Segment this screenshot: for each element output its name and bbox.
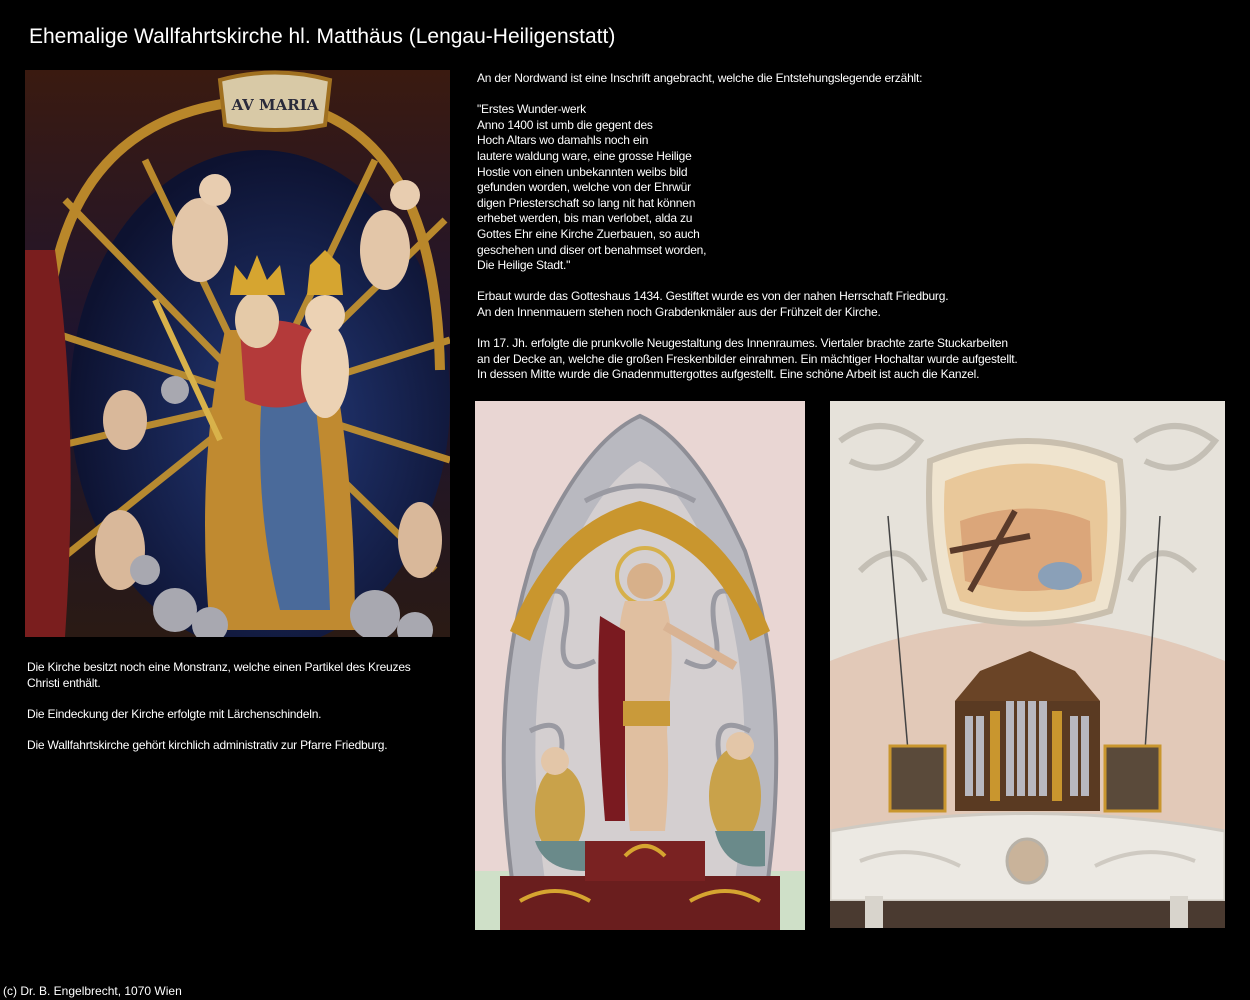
- legend-line: lautere waldung ware, eine grosse Heilige: [477, 148, 692, 163]
- monstrance-paragraph: [27, 660, 447, 691]
- copyright-footer: (c) Dr. B. Engelbrecht, 1070 Wien: [3, 984, 182, 998]
- page-title: Ehemalige Wallfahrtskirche hl. Matthäus (Lengau-Heiligenstatt): [29, 25, 616, 48]
- text-line: An den Innenmauern stehen noch Grabdenkmäler aus der Frühzeit der Kirche.: [477, 304, 881, 319]
- roofing-paragraph: Die Eindeckung der Kirche erfolgte mit Lärchenschindeln.: [27, 706, 322, 721]
- text-line: Christi enthält.: [27, 675, 101, 690]
- parish-paragraph: Die Wallfahrtskirche gehört kirchlich administrativ zur Pfarre Friedburg.: [27, 737, 388, 752]
- legend-line: Hostie von einen unbekannten weibs bild: [477, 164, 688, 179]
- legend-line: erhebet werden, bis man verlobet, alda zu: [477, 211, 693, 226]
- christ-statue-photo: [475, 401, 805, 930]
- legend-line: Die Heilige Stadt.": [477, 258, 571, 273]
- legend-line: gefunden worden, welche von der Ehrwür: [477, 180, 691, 195]
- legend-paragraph: [477, 102, 1217, 274]
- legend-line: geschehen und diser ort benahmset worden,: [477, 242, 707, 257]
- legend-line: Hoch Altars wo damahls noch ein: [477, 133, 649, 148]
- organ-ceiling-photo: [830, 401, 1225, 928]
- madonna-sign-text: AV MARIA: [231, 96, 319, 114]
- madonna-altar-photo: [25, 70, 450, 637]
- intro-paragraph: An der Nordwand ist eine Inschrift angebracht, welche die Entstehungslegende erzählt:: [477, 71, 923, 85]
- legend-line: Gottes Ehr eine Kirche Zuerbauen, so auch: [477, 226, 700, 241]
- legend-line: Anno 1400 ist umb die gegent des: [477, 117, 653, 132]
- text-line: In dessen Mitte wurde die Gnadenmuttergottes aufgestellt. Eine schöne Arbeit ist auch die Kanzel.: [477, 367, 980, 382]
- legend-line: "Erstes Wunder-werk: [477, 102, 586, 117]
- construction-paragraph: [477, 289, 1217, 320]
- text-line: an der Decke an, welche die großen Freskenbilder einrahmen. Ein mächtiger Hochaltar wurde aufgestellt.: [477, 351, 1018, 366]
- text-line: Erbaut wurde das Gotteshaus 1434. Gestiftet wurde es von der nahen Herrschaft Friedburg.: [477, 289, 949, 304]
- text-line: Im 17. Jh. erfolgte die prunkvolle Neugestaltung des Innenraumes. Viertaler brachte zarte Stuckarbeiten: [477, 336, 1008, 351]
- text-line: Die Kirche besitzt noch eine Monstranz, welche einen Partikel des Kreuzes: [27, 660, 411, 674]
- left-text-column: [27, 660, 447, 769]
- right-text-column: [477, 71, 1217, 398]
- legend-line: digen Priesterschaft so lang nit hat können: [477, 195, 696, 210]
- redesign-paragraph: [477, 336, 1217, 383]
